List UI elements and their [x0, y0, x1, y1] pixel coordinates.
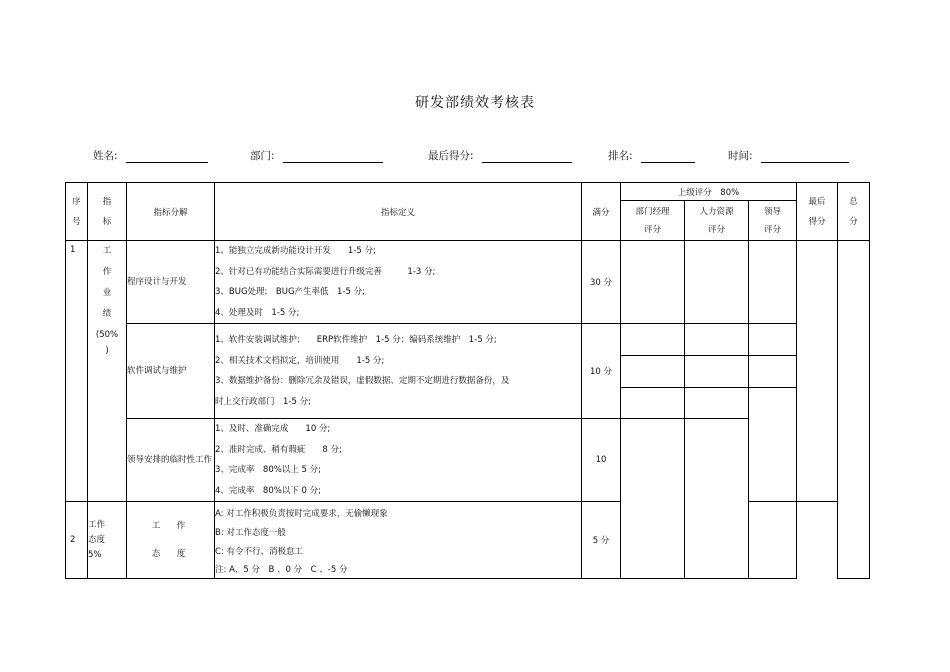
header-breakdown: 指标分解	[127, 183, 215, 241]
name-blank[interactable]	[126, 150, 208, 163]
leader-score-cell[interactable]	[749, 241, 797, 324]
row2-seq: 2	[66, 502, 88, 579]
rank-label: 排名:	[608, 150, 633, 162]
score-temporary-work: 10	[582, 419, 621, 502]
header-leader: 领导 评分	[749, 201, 797, 241]
row2-indicator: 工作 态度 5%	[88, 502, 127, 579]
row1-final-cell[interactable]	[797, 241, 838, 502]
assessment-table	[65, 182, 870, 579]
leader-score-cell[interactable]	[749, 324, 797, 356]
hr-score-cell[interactable]	[685, 324, 749, 356]
dept-field[interactable]	[250, 148, 383, 163]
rank-field[interactable]	[608, 148, 695, 163]
dept-blank[interactable]	[283, 150, 383, 163]
row1-seq: 1	[66, 241, 88, 502]
row1-indicator: 工 作 业 绩 (50% )	[88, 241, 127, 502]
dept-manager-score-cell[interactable]	[621, 356, 685, 388]
time-field[interactable]	[728, 148, 849, 163]
leader-score-cell[interactable]	[749, 356, 797, 388]
dept-manager-score-cell[interactable]	[621, 241, 685, 324]
header-final: 最后 得分	[797, 183, 838, 241]
hr-score-cell[interactable]	[685, 419, 749, 579]
dept-manager-score-cell[interactable]	[621, 419, 685, 579]
header-total: 总 分	[838, 183, 870, 241]
final-score-field[interactable]	[428, 148, 572, 163]
dept-manager-score-cell[interactable]	[621, 324, 685, 356]
def-program-design: 1、能独立完成新功能设计开发 1-5 分; 2、针对已有功能结合实际需要进行升级完善 1-3 分; 3、BUG处理: BUG产生率低 1-5 分; 4、处理及时 1-5 分;	[215, 241, 582, 324]
item-software-maintenance: 软件调试与维护	[127, 324, 215, 419]
header-superior-score: 上级评分 80%	[621, 183, 797, 201]
row2-final-cell[interactable]	[749, 502, 797, 579]
def-software-maintenance: 1、软件安装调试维护: ERP软件维护 1-5 分；编码系统维护 1-5 分; 2、相关技术文档拟定，培训使用 1-5 分; 3、数据维护备份：删除冗余及错误，虚假数据、定期不定期进行数据备份，及 时上交行政部门 1-5 分;	[215, 324, 582, 419]
header-dept-manager: 部门经理 评分	[621, 201, 685, 241]
page-title: 研发部绩效考核表	[415, 95, 535, 111]
dept-label: 部门:	[250, 150, 275, 162]
final-score-blank[interactable]	[482, 150, 572, 163]
hr-score-cell[interactable]	[685, 241, 749, 324]
rank-blank[interactable]	[641, 150, 695, 163]
name-label: 姓名:	[93, 150, 118, 162]
header-definition: 指标定义	[215, 183, 582, 241]
def-work-attitude: A: 对工作积极负责按时完成要求，无偷懒现象 B: 对工作态度一般 C: 有令不行、消极怠工 注: A、5 分 B 、0 分 C 、-5 分	[215, 502, 582, 579]
time-blank[interactable]	[761, 150, 849, 163]
final-score-label: 最后得分:	[428, 150, 474, 162]
hr-score-cell[interactable]	[685, 388, 749, 419]
total-cell[interactable]	[838, 241, 870, 579]
score-program-design: 30 分	[582, 241, 621, 324]
header-full-score: 满分	[582, 183, 621, 241]
header-indicator: 指 标	[88, 183, 127, 241]
item-work-attitude: 工 作 态 度	[127, 502, 215, 579]
header-seq: 序 号	[66, 183, 88, 241]
time-label: 时间:	[728, 150, 753, 162]
leader-score-cell[interactable]	[749, 388, 797, 502]
header-hr: 人力资源 评分	[685, 201, 749, 241]
dept-manager-score-cell[interactable]	[621, 388, 685, 419]
hr-score-cell[interactable]	[685, 356, 749, 388]
def-temporary-work: 1、及时、准确完成 10 分; 2、准时完成、稍有瑕疵 8 分; 3、完成率 80%以上 5 分; 4、完成率 80%以下 0 分;	[215, 419, 582, 502]
score-software-maintenance: 10 分	[582, 324, 621, 419]
name-field[interactable]	[93, 148, 208, 163]
item-program-design: 程序设计与开发	[127, 241, 215, 324]
item-temporary-work: 领导安排的临时性工作	[127, 419, 215, 502]
score-work-attitude: 5 分	[582, 502, 621, 579]
